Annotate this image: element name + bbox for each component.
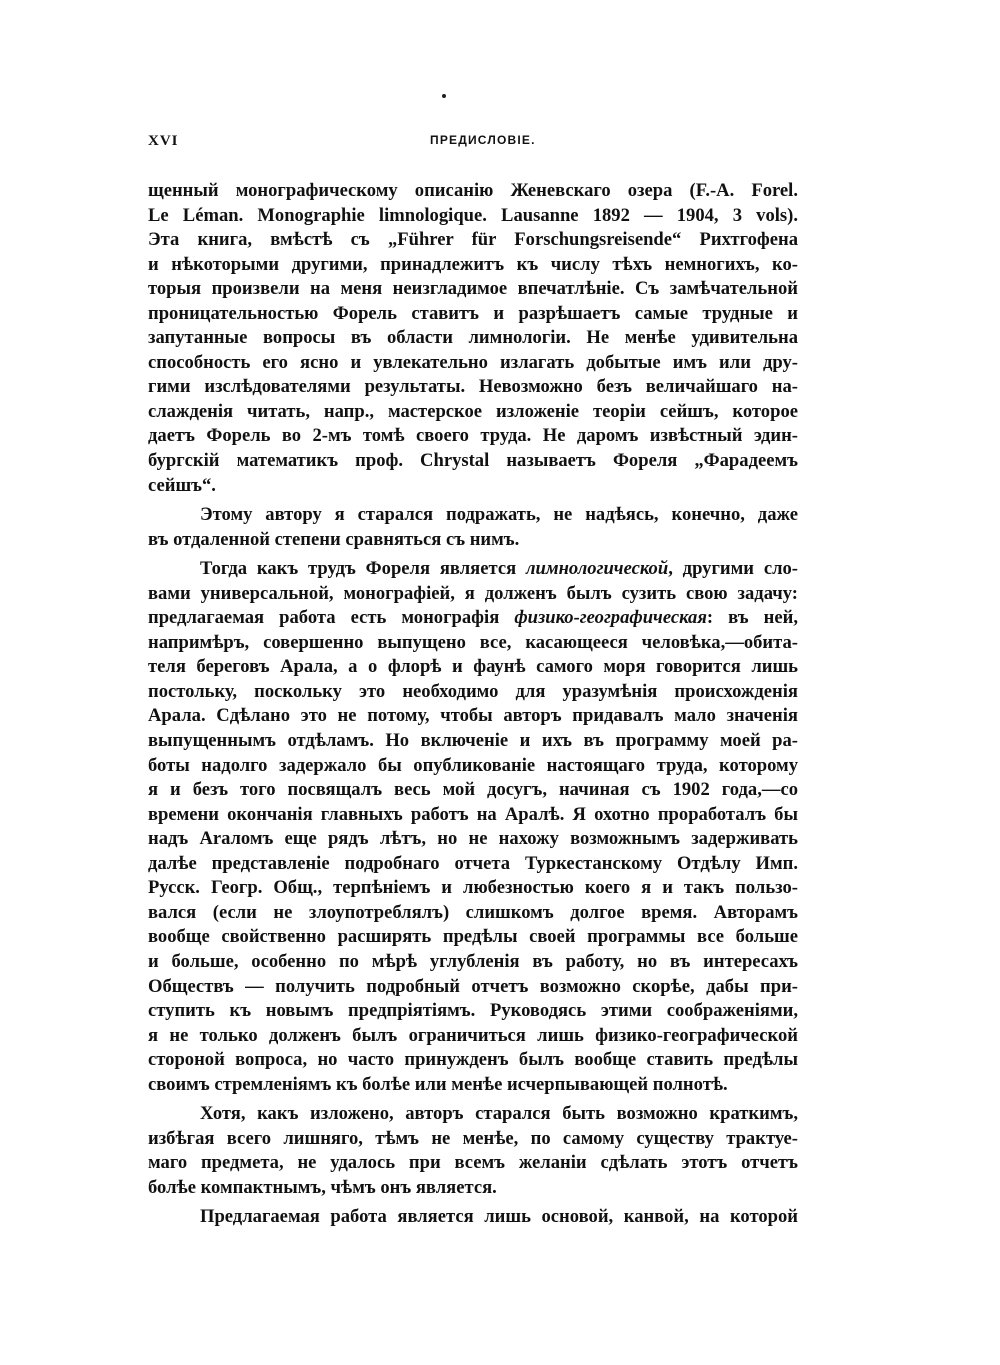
text-line: надъ Araломъ еще рядъ лѣтъ, но не нахожу возможнымъ задерживать xyxy=(148,828,798,850)
text-run: Тогда какъ трудъ Фореля является xyxy=(200,558,517,580)
body-text xyxy=(148,179,798,1230)
text-line: болѣе компактнымъ, чѣмъ онъ является. xyxy=(148,1176,497,1198)
text-line: напримѣръ, совершенно выпущено все, касающееся человѣка,—обита- xyxy=(148,631,798,653)
text-line: щенный монографическому описанію Женевскаго озера (F.-A. Forel. xyxy=(148,180,798,201)
text-line: стороной вопроса, но часто принужденъ былъ вообще ставить предѣлы xyxy=(148,1049,798,1071)
text-line: я не только долженъ былъ ограничиться лишь физико-географической xyxy=(148,1024,798,1046)
text-line: боты надолго задержало бы опубликованіе настоящаго труда, которому xyxy=(148,754,798,776)
text-run: , другими сло- xyxy=(668,558,799,580)
text-line: гими изслѣдователями результаты. Невозможно безъ величайшаго на- xyxy=(148,376,798,398)
text-line: Обществъ — получить подробный отчетъ возможно скорѣе, дабы при- xyxy=(148,975,798,997)
text-line: и больше, особенно по мѣрѣ углубленія въ работу, но въ интересахъ xyxy=(148,950,798,972)
print-speck xyxy=(442,94,446,98)
text-run: : въ ней, xyxy=(706,607,798,629)
page-header-title: ПРЕДИСЛОВІЕ. xyxy=(430,133,536,147)
text-line: ступить къ новымъ предпріятіямъ. Руководясь этими соображеніями, xyxy=(148,1000,798,1022)
text-line: Арала. Сдѣлано это не потому, чтобы авторъ придавалъ мало значенія xyxy=(148,705,798,727)
text-line: запутанные вопросы въ области лимнологіи. Не менѣе удивительна xyxy=(148,327,798,349)
text-line: даетъ Форель во 2-мъ томѣ своего труда. Не даромъ извѣстный эдин- xyxy=(148,425,798,447)
text-line: и нѣкоторыми другими, принадлежитъ къ числу тѣхъ немногихъ, ко- xyxy=(148,253,798,275)
text-line: Le Léman. Monographie limnologique. Lausanne 1892 — 1904, 3 vols). xyxy=(148,204,798,226)
page-number: XVI xyxy=(148,133,179,149)
text-line: вообще свойственно расширять предѣлы своей программы все больше xyxy=(148,926,798,948)
text-line: Этому автору я старался подражать, не надѣясь, конечно, даже xyxy=(200,504,798,526)
text-line: Эта книга, вмѣстѣ съ „Führer für Forschungsreisende“ Рихтгофена xyxy=(148,229,798,251)
text-line: торыя произвели на меня неизгладимое впечатлѣніе. Съ замѣчательной xyxy=(148,278,798,300)
text-line: Русск. Геогр. Общ., терпѣніемъ и любезностью коего я и такъ пользо- xyxy=(148,877,798,899)
text-line: проницательностью Форель ставитъ и разрѣшаетъ самые трудные и xyxy=(148,302,798,324)
text-line: времени окончанія главныхъ работъ на Аралѣ. Я охотно проработалъ бы xyxy=(148,803,798,825)
text-line: маго предмета, не удалось при всемъ желаніи сдѣлать этотъ отчетъ xyxy=(148,1152,798,1174)
italic-term: физико-географическая xyxy=(514,607,707,629)
text-line: бургскій математикъ проф. Chrystal называетъ Фореля „Фарадеемъ xyxy=(148,450,798,472)
text-line: Предлагаемая работа является лишь основой, канвой, на которой xyxy=(200,1206,798,1228)
text-line: я и безъ того посвящалъ весь мой досугъ, начиная съ 1902 года,—со xyxy=(148,779,798,801)
text-line: своимъ стремленіямъ къ болѣе или менѣе исчерпывающей полнотѣ. xyxy=(148,1073,728,1095)
text-line: постольку, поскольку это необходимо для уразумѣнія происхожденія xyxy=(148,680,798,702)
text-line: вался (если не злоупотреблялъ) слишкомъ долгое время. Авторамъ xyxy=(148,901,798,923)
text-line: сейшъ“. xyxy=(148,474,216,496)
text-line: Хотя, какъ изложено, авторъ старался быть возможно краткимъ, xyxy=(200,1103,798,1125)
text-line-mixed xyxy=(148,557,798,582)
text-line: вами универсальной, монографіей, я долженъ былъ сузить свою задачу: xyxy=(148,582,798,604)
running-header xyxy=(148,133,798,155)
text-line: способность его ясно и увлекательно излагать добытые имъ или дру- xyxy=(148,351,798,373)
text-line: избѣгая всего лишняго, тѣмъ не менѣе, по самому существу трактуе- xyxy=(148,1127,798,1149)
text-line: теля береговъ Арала, а о флорѣ и фаунѣ самого моря говорится лишь xyxy=(148,656,798,678)
text-run: предлагаемая работа есть монографія xyxy=(148,607,500,629)
text-line: въ отдаленной степени сравняться съ нимъ. xyxy=(148,528,520,550)
italic-term: лимнологической xyxy=(525,558,669,580)
text-line: выпущеннымъ отдѣламъ. Но включеніе и ихъ въ программу моей ра- xyxy=(148,730,798,752)
text-line: слажденія читать, напр., мастерское изложеніе теоріи сейшъ, которое xyxy=(148,400,798,422)
text-line-mixed xyxy=(148,606,798,631)
text-line: далѣе представленіе подробнаго отчета Туркестанскому Отдѣлу Имп. xyxy=(148,852,798,874)
